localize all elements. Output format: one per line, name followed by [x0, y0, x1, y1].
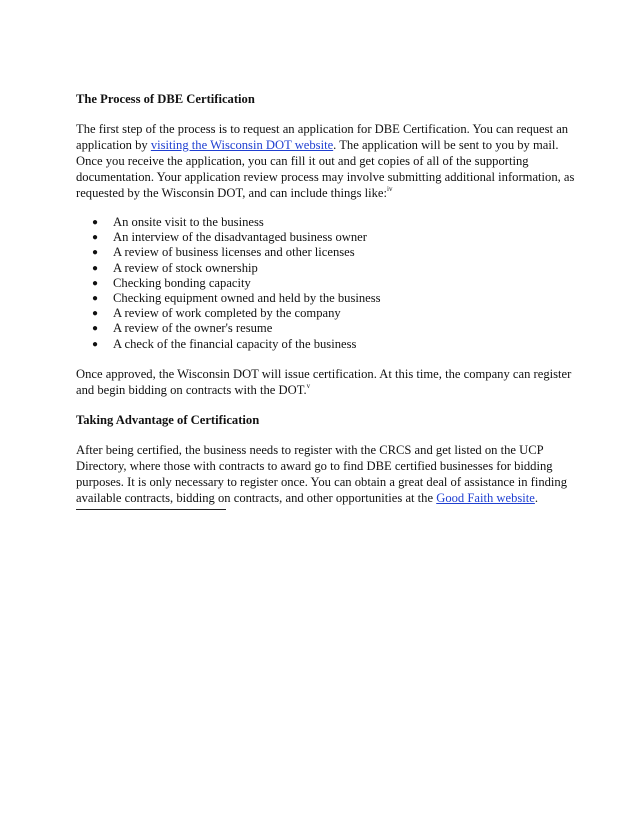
- list-item-text: Checking bonding capacity: [113, 275, 251, 290]
- list-item-text: A review of work completed by the company: [113, 306, 341, 321]
- list-item-text: A review of the owner's resume: [113, 321, 273, 336]
- bullet-icon: ●: [92, 217, 99, 228]
- bullet-icon: ●: [92, 308, 99, 320]
- paragraph-application: [76, 121, 576, 201]
- bullet-icon: ●: [92, 277, 99, 289]
- section-heading-dbe-process: The Process of DBE Certification: [76, 92, 255, 106]
- list-item-text: A review of business licenses and other licenses: [113, 245, 355, 260]
- bullet-icon: ●: [92, 338, 99, 350]
- review-items-list: [76, 215, 576, 352]
- paragraph-after-certification: [76, 442, 576, 506]
- list-item-text: An interview of the disadvantaged business owner: [113, 230, 367, 245]
- footnote-separator: [76, 509, 226, 510]
- list-item: [76, 337, 576, 352]
- list-item: [76, 321, 576, 336]
- bullet-icon: ●: [92, 262, 99, 274]
- paragraph-text: The first step of the process is to request an application for DBE Certification. You can request an application by: [76, 122, 569, 152]
- bullet-icon: ●: [92, 232, 99, 244]
- list-item: [76, 215, 576, 230]
- list-item-text: An onsite visit to the business: [113, 215, 264, 229]
- list-item-text: A review of stock ownership: [113, 260, 258, 275]
- footnote-marker[interactable]: v: [306, 381, 311, 390]
- document-body: [76, 91, 576, 510]
- paragraph-text: . The application will be sent to you by mail. Once you receive the application, you can fill it out and get copies of all of the supporting documentation. Your application review process may involve submitting additional information, as requested by the Wisconsin DOT, and can include things like:: [76, 138, 575, 200]
- footnote-marker[interactable]: iv: [387, 185, 393, 193]
- paragraph-text: .: [534, 490, 539, 505]
- paragraph-text: Once approved, the Wisconsin DOT will issue certification. At this time, the company can register and begin bidding on contracts with the DOT.: [76, 366, 572, 397]
- list-item: [76, 291, 576, 306]
- bullet-icon: ●: [92, 323, 99, 335]
- list-item: [76, 230, 576, 245]
- list-item-text: Checking equipment owned and held by the business: [113, 290, 381, 305]
- list-item: [76, 245, 576, 260]
- list-item: [76, 306, 576, 321]
- list-item-text: A check of the financial capacity of the business: [113, 336, 357, 351]
- paragraph-text: After being certified, the business needs to register with the CRCS and get listed on the UCP Directory, where those with contracts to award go to find DBE certified businesses for bidding purposes. It is only necessary to register once. You can obtain a great deal of assistance in finding available contracts, bidding on contracts, and other opportunities at the: [76, 442, 568, 505]
- bullet-icon: ●: [92, 247, 99, 259]
- list-item: [76, 261, 576, 276]
- wisconsin-dot-link[interactable]: visiting the Wisconsin DOT website: [150, 138, 334, 152]
- bullet-icon: ●: [92, 292, 99, 304]
- paragraph-approval: [76, 366, 576, 398]
- section-heading-certification: Taking Advantage of Certification: [76, 412, 260, 427]
- good-faith-link[interactable]: Good Faith website: [436, 490, 535, 505]
- list-item: [76, 276, 576, 291]
